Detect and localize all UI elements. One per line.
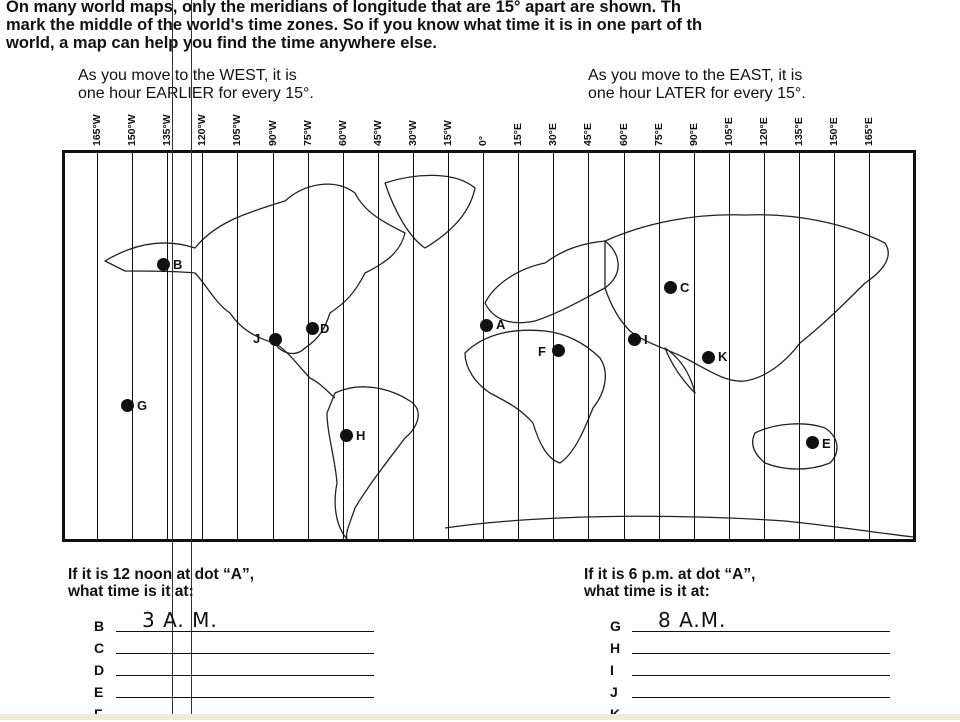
question-noon-line-2: what time is it at: — [68, 583, 194, 600]
answer-letter: G — [610, 618, 621, 634]
location-dot-i — [628, 333, 641, 346]
location-dot-label: K — [718, 349, 728, 364]
answer-letter: E — [94, 684, 104, 700]
greenland-outline — [385, 175, 475, 248]
location-dot-label: C — [680, 280, 690, 295]
answer-blank[interactable] — [632, 697, 890, 698]
location-dot-d — [306, 322, 319, 335]
south-america-outline — [327, 387, 418, 539]
meridian-line — [343, 153, 344, 539]
answer-letter: B — [94, 618, 105, 634]
location-dot-h — [340, 429, 353, 442]
answer-row — [610, 678, 890, 700]
antarctica-outline — [445, 516, 913, 537]
question-6pm — [584, 566, 755, 600]
intro-line-3: world, a map can help you find the time anywhere else. — [6, 34, 437, 52]
longitude-label: 105°E — [722, 117, 735, 146]
longitude-label: 45°E — [582, 123, 595, 146]
answer-letter: C — [94, 640, 105, 656]
question-6pm-line-2: what time is it at: — [584, 583, 710, 600]
location-dot-label: I — [644, 332, 648, 347]
longitude-label: 45°W — [371, 120, 384, 146]
meridian-line — [308, 153, 309, 539]
answer-letter: J — [610, 684, 618, 700]
location-dot-label: H — [356, 428, 366, 443]
longitude-label: 75°W — [301, 120, 314, 146]
longitude-label: 120°E — [757, 117, 770, 146]
answer-letter: H — [610, 640, 621, 656]
answer-row — [94, 634, 374, 656]
longitude-label: 0° — [477, 135, 490, 146]
meridian-line — [694, 153, 695, 539]
meridian-line — [448, 153, 449, 539]
location-dot-label: E — [822, 436, 831, 451]
longitude-label: 105°W — [231, 114, 244, 146]
east-direction-note — [588, 67, 806, 103]
meridian-line — [518, 153, 519, 539]
answer-blank[interactable] — [116, 675, 374, 676]
meridian-line — [273, 153, 274, 539]
longitude-label: 120°W — [196, 114, 209, 146]
location-dot-label: G — [137, 398, 148, 413]
longitude-label: 135°W — [161, 114, 174, 146]
meridian-line — [97, 153, 98, 539]
longitude-label: 30°W — [406, 120, 419, 146]
location-dot-label: B — [173, 257, 183, 272]
longitude-label: 150°E — [828, 117, 841, 146]
answer-blank[interactable] — [632, 653, 890, 654]
longitude-label: 15°E — [512, 123, 525, 146]
answer-row — [610, 634, 890, 656]
location-dot-f — [552, 344, 565, 357]
intro-line-1: On many world maps, only the meridians of longitude that are 15° apart are shown. Th — [6, 0, 681, 16]
location-dot-j — [269, 333, 282, 346]
meridian-line — [869, 153, 870, 539]
longitude-label: 75°E — [652, 123, 665, 146]
west-note-line-1: As you move to the WEST, it is — [78, 67, 297, 84]
answer-letter: I — [610, 662, 614, 678]
location-dot-label: J — [253, 331, 261, 346]
meridian-line — [378, 153, 379, 539]
page-bottom-edge — [0, 714, 960, 720]
location-dot-c — [664, 281, 677, 294]
india-outline — [665, 348, 695, 393]
west-note-line-2: one hour EARLIER for every 15°. — [78, 85, 314, 102]
location-dot-label: D — [320, 321, 330, 336]
meridian-line — [202, 153, 203, 539]
meridian-line — [483, 153, 484, 539]
location-dot-label: A — [496, 317, 506, 332]
meridian-line — [659, 153, 660, 539]
east-note-line-1: As you move to the EAST, it is — [588, 67, 803, 84]
meridian-line — [624, 153, 625, 539]
meridian-line — [799, 153, 800, 539]
meridian-line — [764, 153, 765, 539]
question-noon-line-1: If it is 12 noon at dot “A”, — [68, 566, 254, 583]
east-note-line-2: one hour LATER for every 15°. — [588, 85, 806, 102]
answer-row — [94, 656, 374, 678]
answer-blank[interactable] — [632, 675, 890, 676]
answer-row — [94, 608, 374, 634]
longitude-label: 150°W — [126, 114, 139, 146]
longitude-label: 90°E — [687, 123, 700, 146]
europe-outline — [485, 241, 618, 323]
answer-blank[interactable] — [116, 653, 374, 654]
meridian-line — [588, 153, 589, 539]
continent-outlines — [65, 153, 913, 539]
longitude-label: 165°W — [91, 114, 103, 146]
meridian-line — [729, 153, 730, 539]
longitude-label: 60°W — [336, 120, 349, 146]
longitude-label: 60°E — [617, 123, 630, 146]
meridian-line — [413, 153, 414, 539]
meridian-line — [834, 153, 835, 539]
longitude-label: 90°W — [266, 120, 279, 146]
location-dot-e — [806, 436, 819, 449]
question-noon — [68, 566, 254, 600]
answer-row — [94, 678, 374, 700]
location-dot-k — [702, 351, 715, 364]
intro-line-2: mark the middle of the world's time zones. So if you know what time it is in one part of th — [6, 16, 703, 34]
longitude-label: 135°E — [793, 117, 805, 146]
longitude-label: 30°E — [547, 123, 560, 146]
longitude-label: 165°E — [863, 117, 876, 146]
africa-outline — [465, 330, 605, 463]
intro-text — [6, 0, 960, 52]
question-6pm-line-1: If it is 6 p.m. at dot “A”, — [584, 566, 756, 583]
handwritten-answer: 8 A.M. — [658, 608, 727, 632]
answer-row — [610, 656, 890, 678]
answer-letter: D — [94, 662, 105, 678]
answer-row — [610, 608, 890, 634]
meridian-line — [132, 153, 133, 539]
north-america-outline — [105, 184, 405, 353]
longitude-label: 15°W — [442, 120, 454, 146]
asia-outline — [605, 215, 888, 381]
location-dot-label: F — [538, 344, 546, 359]
location-dot-b — [157, 258, 170, 271]
meridian-line — [167, 153, 168, 539]
meridian-line — [237, 153, 238, 539]
handwritten-answer: 3 A. M. — [142, 608, 218, 632]
answer-blank[interactable] — [116, 697, 374, 698]
location-dot-g — [121, 399, 134, 412]
west-direction-note — [78, 67, 314, 103]
location-dot-a — [480, 319, 493, 332]
